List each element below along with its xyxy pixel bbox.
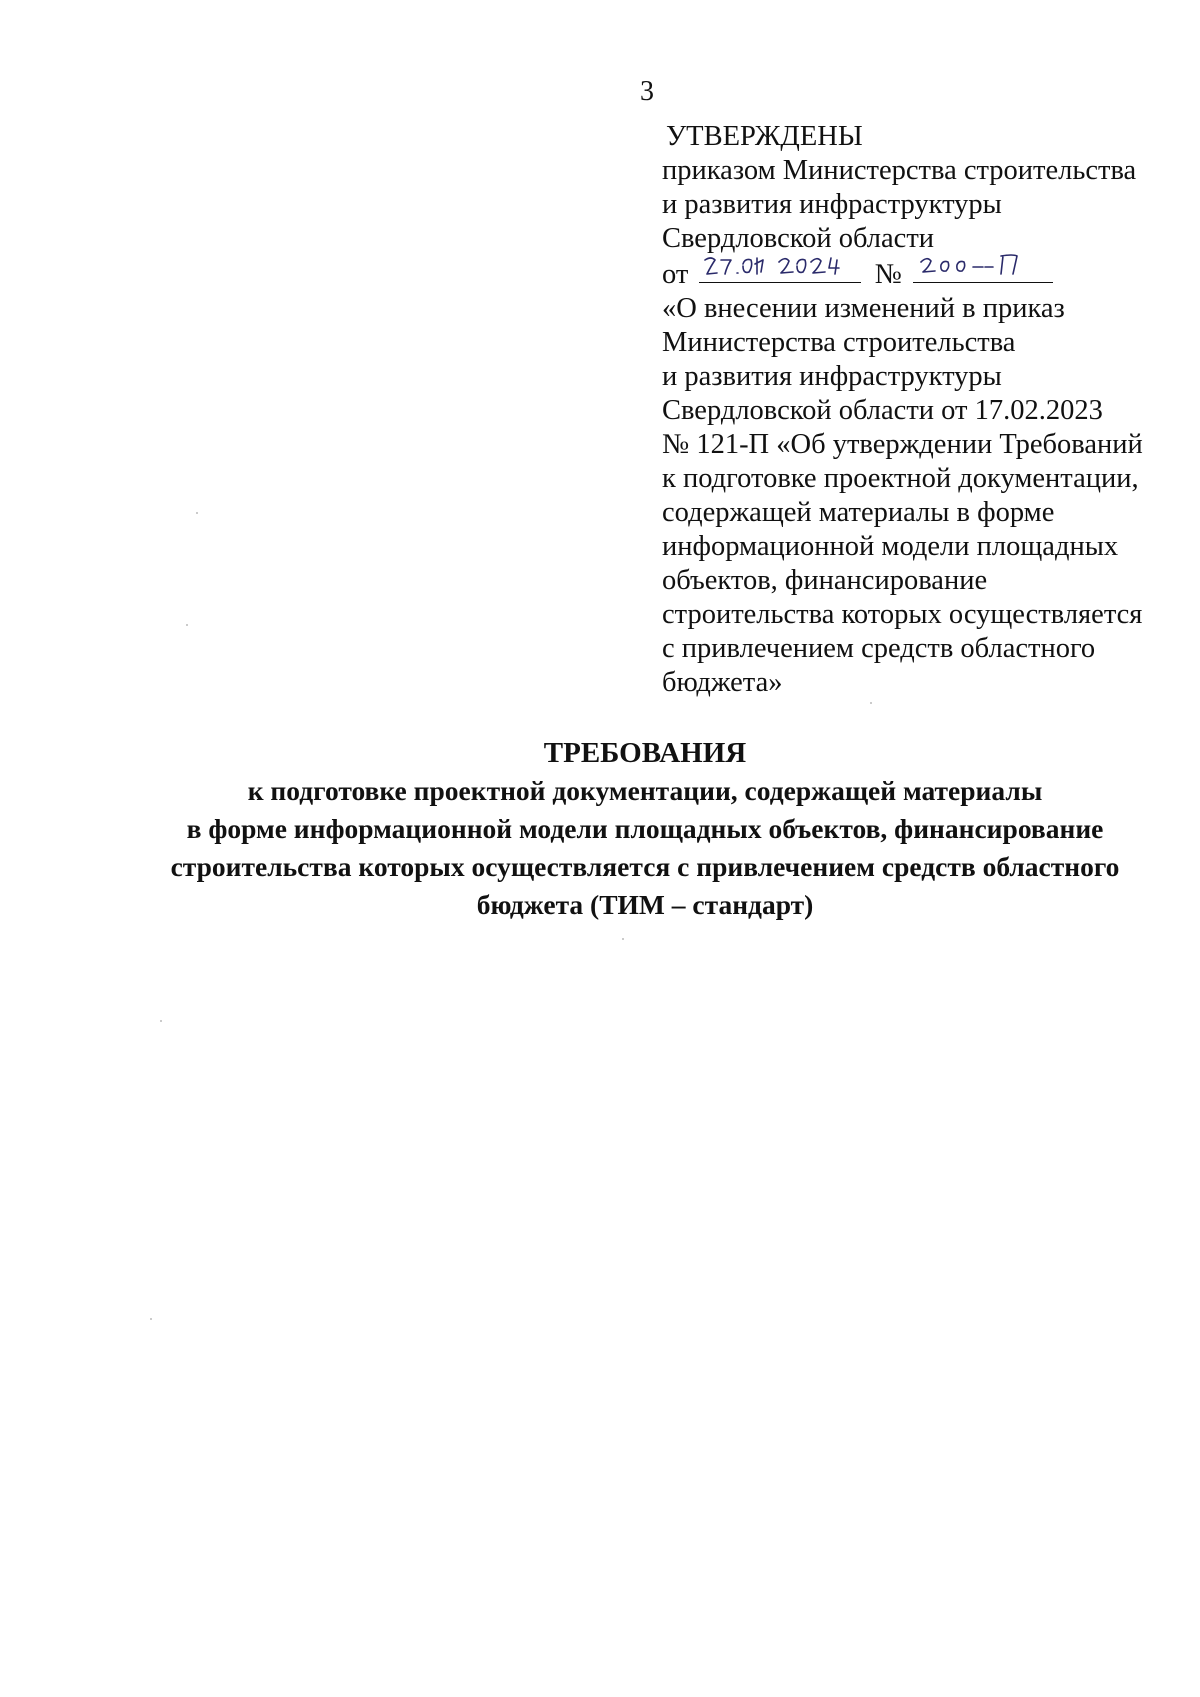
approval-date-row (662, 256, 1182, 292)
approval-line: Министерства строительства (662, 327, 1016, 358)
approval-line: содержащей материалы в форме (662, 497, 1055, 528)
document-title-block (100, 734, 1190, 924)
scan-speck (150, 1318, 152, 1320)
date-prefix: от (662, 259, 689, 290)
scan-speck (160, 1020, 162, 1022)
approval-line: информационной модели площадных (662, 531, 1119, 562)
scan-speck (870, 702, 872, 704)
page-number: 3 (640, 76, 654, 107)
document-subtitle-line: строительства которых осуществляется с привлечением средств областного (170, 851, 1120, 882)
approval-line: приказом Министерства строительства (662, 155, 1137, 186)
document-subtitle-line: к подготовке проектной документации, содержащей материалы (247, 775, 1043, 806)
handwritten-number-signature (913, 252, 1053, 282)
approval-line: объектов, финансирование (662, 565, 988, 596)
approval-line: «О внесении изменений в приказ (662, 293, 1065, 324)
scan-speck (186, 624, 188, 626)
scan-speck (196, 512, 198, 514)
approval-line: с привлечением средств областного (662, 633, 1096, 664)
handwritten-date-field (699, 256, 861, 283)
document-subtitle-line: бюджета (ТИМ – стандарт) (476, 889, 814, 920)
approval-line: и развития инфраструктуры (662, 361, 1002, 392)
approval-line: к подготовке проектной документации, (662, 463, 1139, 494)
number-sign: № (874, 259, 902, 290)
document-subtitle-line: в форме информационной модели площадных объектов, финансирование (186, 813, 1104, 844)
approval-line: и развития инфраструктуры (662, 189, 1002, 220)
approval-line: Свердловской области от 17.02.2023 (662, 395, 1103, 426)
handwritten-number-field (913, 256, 1053, 283)
approval-line: Свердловской области (662, 223, 935, 254)
handwritten-date-signature (699, 252, 861, 282)
approval-line: строительства которых осуществляется (662, 599, 1143, 630)
scan-speck (622, 938, 624, 940)
approval-stamp-block (662, 120, 1182, 700)
approval-heading: УТВЕРЖДЕНЫ (666, 121, 863, 152)
approval-line: бюджета» (662, 667, 783, 698)
document-title: ТРЕБОВАНИЯ (543, 737, 747, 769)
approval-line: № 121-П «Об утверждении Требований (662, 429, 1143, 460)
